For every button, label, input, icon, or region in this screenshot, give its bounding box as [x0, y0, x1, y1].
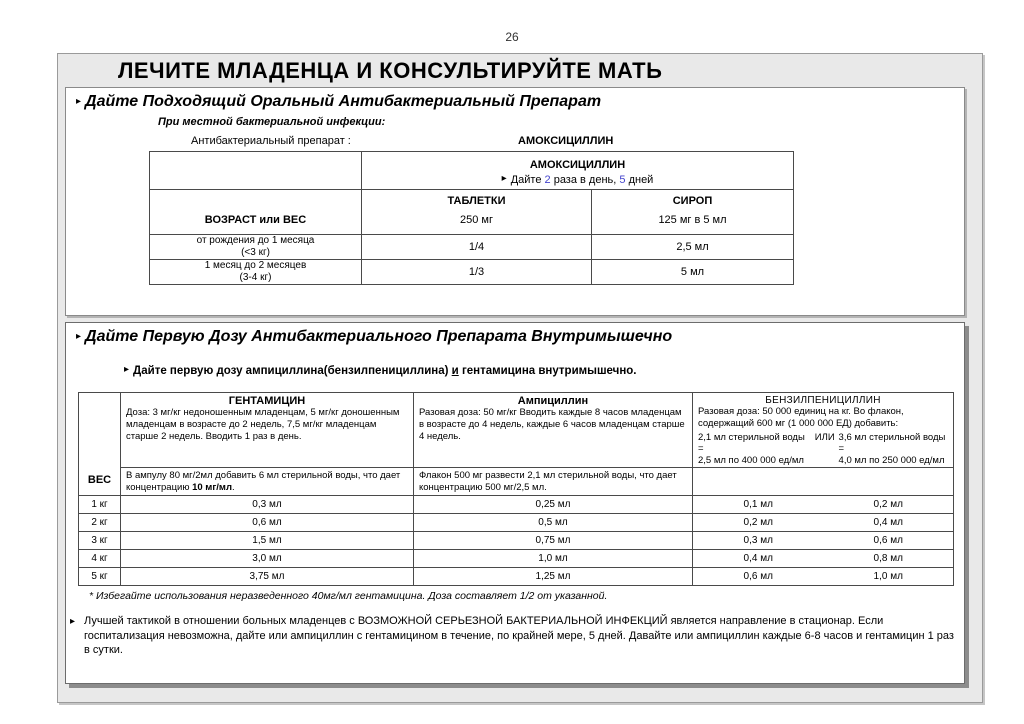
instruction-text: гентамицина внутримышечно. — [458, 365, 637, 377]
tablets-header: ТАБЛЕТКИ — [447, 195, 506, 207]
table-row — [79, 496, 954, 514]
dose-days-value: 5 — [619, 173, 626, 186]
cell-benzyl-a: 0,6 мл — [693, 568, 824, 586]
section-im-heading — [76, 328, 672, 346]
im-instruction — [124, 364, 637, 377]
cell-benzyl-a: 0,2 мл — [693, 514, 824, 532]
ampicillin-dose-text: Разовая доза: 50 мг/кг Вводить каждые 8 часов младенцам в возрасте до 4 недель, каждые 6 часов младенцам старше 4 недель. — [419, 407, 685, 442]
empty-cell — [693, 467, 954, 496]
option-b — [839, 432, 949, 467]
im-dosage-table — [78, 392, 954, 586]
benzylpenicillin-options — [693, 432, 953, 467]
cell-benzyl-b: 1,0 мл — [824, 568, 954, 586]
ampicillin-header-cell — [414, 393, 693, 468]
table-row — [150, 260, 794, 285]
cell-benzyl-a: 0,4 мл — [693, 550, 824, 568]
weight-header: ВЕС — [79, 393, 121, 496]
section-im-antibacterial — [65, 322, 965, 684]
cell-age — [150, 260, 362, 285]
cell-age — [150, 235, 362, 260]
cell-gentamicin: 3,0 мл — [121, 550, 414, 568]
amoxicillin-table — [149, 151, 794, 285]
advice-paragraph — [70, 614, 954, 658]
cell-benzyl-b: 0,8 мл — [824, 550, 954, 568]
option-a — [698, 432, 811, 467]
dose-text: раза в день, — [550, 173, 620, 186]
cell-ampicillin: 0,25 мл — [414, 496, 693, 514]
option-a-line2: 2,5 мл по 400 000 ед/мл — [698, 455, 804, 467]
syrup-header: СИРОП — [672, 195, 713, 207]
cell-ampicillin: 1,0 мл — [414, 550, 693, 568]
cell-syrup: 5 мл — [592, 260, 794, 285]
gentamicin-header-cell — [121, 393, 414, 468]
bullet-icon: ▸ — [76, 331, 82, 342]
instruction-underlined: и — [451, 365, 459, 377]
age-weight-header: ВОЗРАСТ или ВЕС — [150, 190, 362, 235]
bullet-icon: ▸ — [124, 364, 130, 375]
cell-ampicillin: 0,5 мл — [414, 514, 693, 532]
bullet-icon: ▸ — [70, 616, 76, 627]
tablets-strength: 250 мг — [460, 214, 493, 226]
age-line: (3-4 кг) — [239, 272, 272, 283]
bullet-icon: ▸ — [76, 96, 82, 107]
table-row — [150, 190, 794, 235]
advice-text: Лучшей тактикой в отношении больных младенцев с ВОЗМОЖНОЙ СЕРЬЕЗНОЙ БАКТЕРИАЛЬНОЙ ИНФЕКЦИЙ является направление в стационар. Если госпитализация невозможна, дайте или ампициллин с гентамицином в течение, по крайней мере, 5 дней. Давайте или ампициллин каждые 6-8 часов и гентамицин 1 раз в сутки. — [84, 615, 954, 657]
gentamicin-dilution-cell — [121, 467, 414, 496]
cell-gentamicin: 3,75 мл — [121, 568, 414, 586]
cell-weight: 5 кг — [79, 568, 121, 586]
tablets-header-cell — [362, 190, 592, 235]
section-oral-heading — [76, 93, 601, 111]
cell-benzyl-b: 0,2 мл — [824, 496, 954, 514]
page-title: ЛЕЧИТЕ МЛАДЕНЦА И КОНСУЛЬТИРУЙТЕ МАТЬ — [118, 58, 663, 83]
cell-weight: 2 кг — [79, 514, 121, 532]
dilution-text: . — [232, 481, 235, 493]
syrup-strength: 125 мг в 5 мл — [658, 214, 727, 226]
cell-benzyl-a: 0,1 мл — [693, 496, 824, 514]
cell-gentamicin: 0,6 мл — [121, 514, 414, 532]
table-row — [150, 235, 794, 260]
ampicillin-dilution-cell: Флакон 500 мг развести 2,1 мл стерильной воды, что дает концентрацию 500 мг/2,5 мл. — [414, 467, 693, 496]
benzylpenicillin-header-cell — [693, 393, 954, 468]
cell-benzyl-a: 0,3 мл — [693, 532, 824, 550]
dose-times-value: 2 — [544, 173, 551, 186]
table-row — [79, 568, 954, 586]
dose-text: дней — [625, 173, 654, 186]
gentamicin-footnote: * Избегайте использования неразведенного 40мг/мл гентамицина. Доза составляет 1/2 от указанной. — [89, 590, 608, 602]
cell-gentamicin: 0,3 мл — [121, 496, 414, 514]
amoxicillin-header: АМОКСИЦИЛЛИН — [529, 158, 626, 171]
table-row — [79, 532, 954, 550]
age-line: от рождения до 1 месяца — [196, 235, 315, 246]
gentamicin-title: ГЕНТАМИЦИН — [228, 395, 306, 407]
dose-instruction — [362, 173, 793, 186]
option-a-line1: 2,1 мл стерильной воды = — [698, 431, 805, 455]
table-row — [150, 152, 794, 190]
benzylpenicillin-title: БЕНЗИЛПЕНИЦИЛЛИН — [765, 395, 881, 406]
option-b-line1: 3,6 мл стерильной воды = — [838, 431, 946, 455]
drug-value: АМОКСИЦИЛЛИН — [518, 135, 614, 147]
cell-tablets: 1/3 — [362, 260, 592, 285]
age-line: 1 месяц до 2 месяцев — [204, 260, 307, 271]
table-row — [79, 393, 954, 468]
cell-ampicillin: 1,25 мл — [414, 568, 693, 586]
amoxicillin-header-cell — [362, 152, 794, 190]
table-row — [79, 550, 954, 568]
option-b-line2: 4,0 мл по 250 000 ед/мл — [838, 455, 945, 467]
page-number: 26 — [505, 30, 519, 44]
section-im-heading-text: Дайте Первую Дозу Антибактериального Препарата Внутримышечно — [85, 328, 673, 345]
cell-weight: 1 кг — [79, 496, 121, 514]
table-row — [79, 514, 954, 532]
cell-benzyl-b: 0,6 мл — [824, 532, 954, 550]
or-label: ИЛИ — [814, 431, 835, 443]
cell-weight: 3 кг — [79, 532, 121, 550]
bullet-icon: ▸ — [501, 172, 507, 184]
gentamicin-dose-text: Доза: 3 мг/кг недоношенным младенцам, 5 мг/кг доношенным младенцам в возрасте до 2 недель, 7,5 мг/кг младенцам старше 2 недель. Вводить 1 раз в день. — [126, 407, 400, 442]
section-oral-subheading: При местной бактериальной инфекции: — [158, 116, 386, 128]
cell-tablets: 1/4 — [362, 235, 592, 260]
instruction-text: Дайте первую дозу ампициллина(бензилпенициллина) — [133, 365, 452, 377]
dilution-concentration: 10 мг/мл — [192, 481, 232, 493]
section-oral-heading-text: Дайте Подходящий Оральный Антибактериальный Препарат — [85, 93, 602, 110]
age-line: (<3 кг) — [241, 247, 270, 258]
cell-gentamicin: 1,5 мл — [121, 532, 414, 550]
table-row — [79, 467, 954, 496]
cell-ampicillin: 0,75 мл — [414, 532, 693, 550]
cell-benzyl-b: 0,4 мл — [824, 514, 954, 532]
drug-label: Антибактериальный препарат : — [191, 135, 351, 147]
cell-weight: 4 кг — [79, 550, 121, 568]
cell-syrup: 2,5 мл — [592, 235, 794, 260]
empty-cell — [150, 152, 362, 190]
section-oral-antibacterial — [65, 87, 965, 316]
dose-text: Дайте — [510, 173, 545, 186]
dilution-text: В ампулу 80 мг/2мл добавить 6 мл стерильной воды, что дает концентрацию — [126, 469, 401, 493]
ampicillin-title: Ампициллин — [517, 395, 589, 407]
syrup-header-cell — [592, 190, 794, 235]
benzylpenicillin-dose-text: Разовая доза: 50 000 единиц на кг. Во флакон, содержащий 600 мг (1 000 000 ЕД) добавить: — [698, 406, 904, 429]
main-panel — [57, 53, 983, 703]
